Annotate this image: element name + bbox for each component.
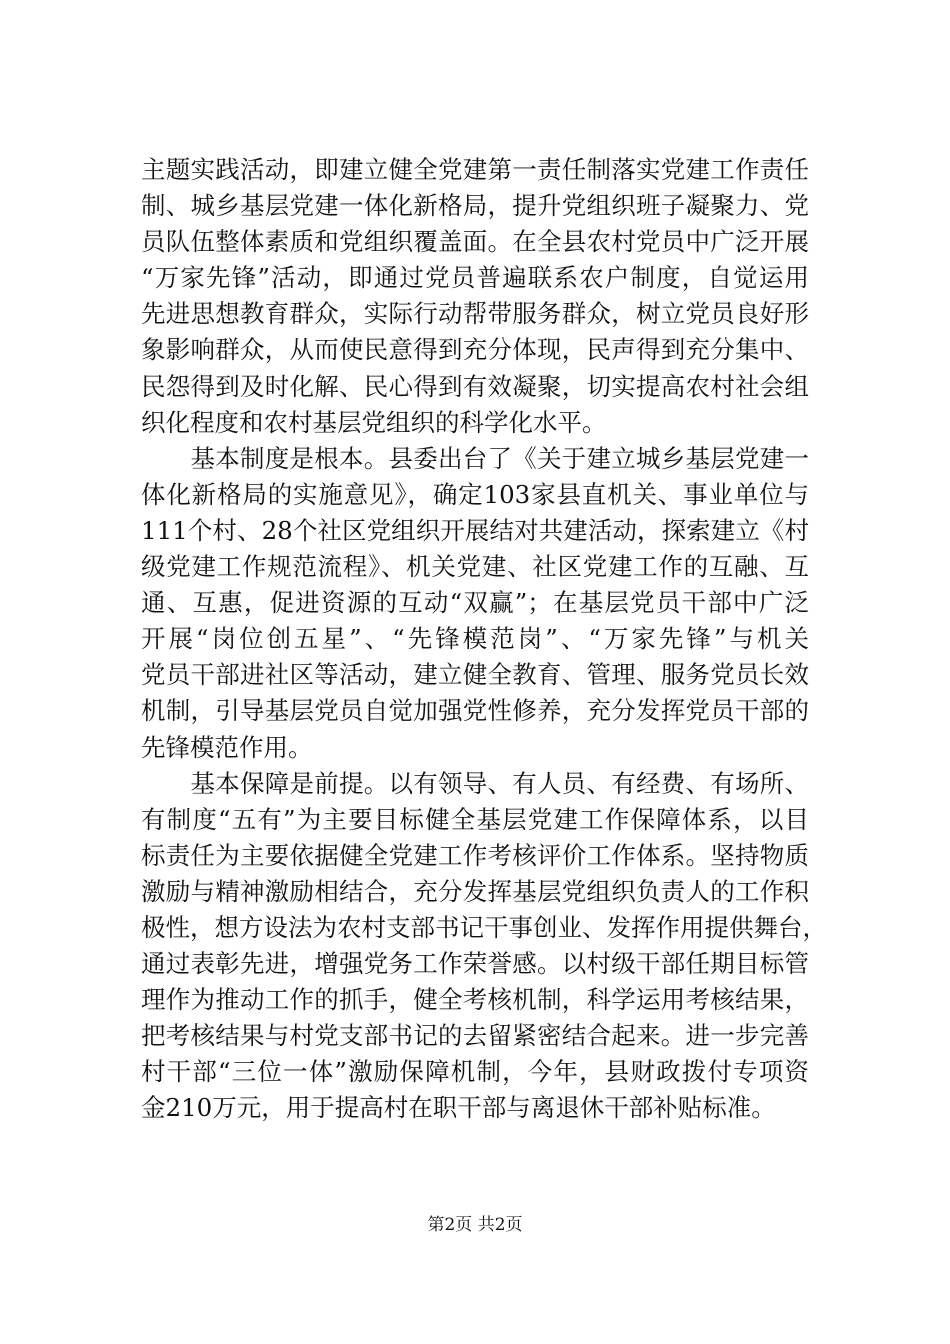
text-line: 党员干部进社区等活动，建立健全教育、管理、服务党员长效: [141, 660, 809, 690]
text-line: 激励与精神激励相结合，充分发挥基层党组织负责人的工作积: [141, 876, 809, 906]
text-line: 金210万元，用于提高村在职干部与离退休干部补贴标准。: [141, 1093, 776, 1123]
text-line: 把考核结果与村党支部书记的去留紧密结合起来。进一步完善: [141, 1021, 809, 1051]
paragraph-2: [141, 441, 809, 766]
text-line: 有制度“五有”为主要目标健全基层党建工作保障体系，以目: [141, 804, 809, 834]
text-line: 级党建工作规范流程》、机关党建、社区党建工作的互融、互: [141, 552, 809, 582]
text-line: 体化新格局的实施意见》，确定103家县直机关、事业单位与: [141, 479, 809, 509]
text-line: 基本保障是前提。以有领导、有人员、有经费、有场所、: [141, 768, 809, 798]
text-line: 制、城乡基层党建一体化新格局，提升党组织班子凝聚力、党: [141, 191, 809, 221]
text-line: 先锋模范作用。: [141, 732, 313, 762]
text-line: 员队伍整体素质和党组织覆盖面。在全县农村党员中广泛开展: [141, 227, 809, 257]
text-line: 理作为推动工作的抓手，健全考核机制，科学运用考核结果，: [141, 985, 809, 1015]
text-line: 极性，想方设法为农村支部书记干事创业、发挥作用提供舞台，: [141, 912, 827, 942]
text-line: 象影响群众，从而使民意得到充分体现，民声得到充分集中、: [141, 335, 809, 365]
page-number-footer: 第2页 共2页: [427, 1215, 523, 1235]
text-line: 先进思想教育群众，实际行动帮带服务群众，树立党员良好形: [141, 299, 809, 329]
text-line: “万家先锋”活动，即通过党员普遍联系农户制度，自觉运用: [141, 263, 809, 293]
text-line: 通过表彰先进，增强党务工作荣誉感。以村级干部任期目标管: [141, 949, 809, 979]
text-line: 机制，引导基层党员自觉加强党性修养，充分发挥党员干部的: [141, 696, 809, 726]
paragraph-1: [141, 152, 809, 441]
text-line: 开展“岗位创五星”、“先锋模范岗”、“万家先锋”与机关: [141, 624, 809, 654]
document-body: [141, 152, 827, 1127]
text-line: 通、互惠，促进资源的互动“双赢”；在基层党员干部中广泛: [141, 588, 809, 618]
text-line: 基本制度是根本。县委出台了《关于建立城乡基层党建一: [141, 443, 809, 473]
text-line: 标责任为主要依据健全党建工作考核评价工作体系。坚持物质: [141, 840, 809, 870]
text-line: 织化程度和农村基层党组织的科学化水平。: [141, 407, 607, 437]
text-line: 主题实践活动，即建立健全党建第一责任制落实党建工作责任: [141, 155, 809, 184]
text-line: 民怨得到及时化解、民心得到有效凝聚，切实提高农村社会组: [141, 371, 809, 401]
text-line: 111个村、28个社区党组织开展结对共建活动，探索建立《村: [141, 515, 809, 545]
text-line: 村干部“三位一体”激励保障机制，今年，县财政拨付专项资: [141, 1057, 809, 1087]
paragraph-3: [141, 766, 827, 1127]
